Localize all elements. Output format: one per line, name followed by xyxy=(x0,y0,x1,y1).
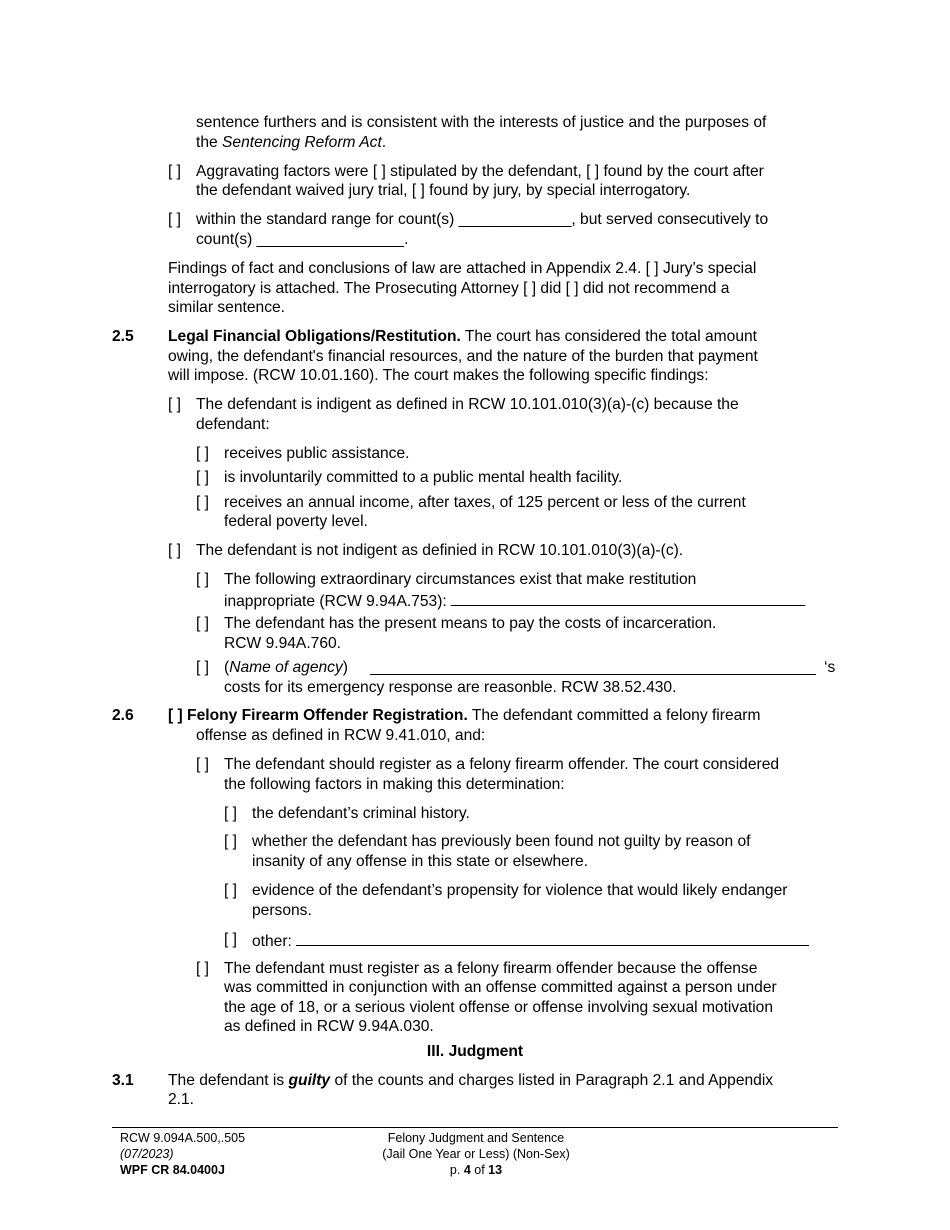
must-register-line-3: the age of 18, or a serious violent offense or offense involving sexual motivation xyxy=(224,999,774,1016)
must-register-line-2: was committed in conjunction with an offense committed against a person under xyxy=(224,979,777,996)
section-2-5-line-1: Legal Financial Obligations/Restitution. The court has considered the total amount xyxy=(168,328,758,345)
restitution-reason-field[interactable] xyxy=(451,590,805,606)
within-range-checkbox[interactable]: [ ] xyxy=(168,211,181,228)
aggravating-line-1: Aggravating factors were [ ] stipulated by the defendant, [ ] found by the court after xyxy=(196,163,764,180)
section-2-5-line-2: owing, the defendant's financial resources, and the nature of the burden that payment xyxy=(168,348,758,365)
footer-date: (07/2023) xyxy=(120,1147,174,1161)
findings-line-3: similar sentence. xyxy=(168,299,285,316)
findings-line-1: Findings of fact and conclusions of law are attached in Appendix 2.4. [ ] Jury’s special xyxy=(168,260,757,277)
footer-rcw: RCW 9.094A.500,.505 xyxy=(120,1131,246,1145)
not-indigent-checkbox[interactable]: [ ] xyxy=(168,542,181,559)
section-2-6-line-2: offense as defined in RCW 9.41.010, and: xyxy=(196,727,486,744)
aggravating-checkbox[interactable]: [ ] xyxy=(168,163,181,180)
intro-line-2: the Sentencing Reform Act. xyxy=(196,134,387,151)
indigent-line-1: The defendant is indigent as defined in RCW 10.101.010(3)(a)-(c) because the xyxy=(196,396,739,413)
must-register-checkbox[interactable]: [ ] xyxy=(196,960,209,977)
must-register-line-4: as defined in RCW 9.94A.030. xyxy=(224,1018,434,1035)
findings-line-2: interrogatory is attached. The Prosecuting Attorney [ ] did [ ] did not recommend a xyxy=(168,280,730,297)
mental-health-checkbox[interactable]: [ ] xyxy=(196,469,209,486)
extraordinary-line-2: inappropriate (RCW 9.94A.753): xyxy=(224,590,805,612)
should-register-line-2: the following factors in making this determination: xyxy=(224,776,565,793)
footer-divider xyxy=(112,1127,838,1128)
insanity-line-2: insanity of any offense in this state or elsewhere. xyxy=(252,853,589,870)
not-indigent-text: The defendant is not indigent as definied in RCW 10.101.010(3)(a)-(c). xyxy=(196,542,684,559)
aggravating-line-2: the defendant waived jury trial, [ ] found by jury, by special interrogatory. xyxy=(196,182,691,199)
within-range-line-2: count(s) _________________. xyxy=(196,231,409,248)
intro-line-1: sentence furthers and is consistent with the interests of justice and the purposes of xyxy=(196,114,767,131)
violence-line-1: evidence of the defendant’s propensity for violence that would likely endanger xyxy=(252,882,788,899)
criminal-history-text: the defendant’s criminal history. xyxy=(252,805,470,822)
must-register-line-1: The defendant must register as a felony firearm offender because the offense xyxy=(224,960,758,977)
agency-costs-checkbox[interactable]: [ ] xyxy=(196,659,209,676)
footer-title-1: Felony Judgment and Sentence xyxy=(387,1131,565,1145)
agency-costs-line-2: costs for its emergency response are reasonble. RCW 38.52.430. xyxy=(224,679,677,696)
footer-page: p. 4 of 13 xyxy=(449,1163,503,1177)
present-means-line-2: RCW 9.94A.760. xyxy=(224,635,342,652)
present-means-line-1: The defendant has the present means to pay the costs of incarceration. xyxy=(224,615,717,632)
judgment-line-1: The defendant is guilty of the counts and charges listed in Paragraph 2.1 and Appendix xyxy=(168,1072,774,1089)
extraordinary-checkbox[interactable]: [ ] xyxy=(196,571,209,588)
indigent-line-2: defendant: xyxy=(196,416,270,433)
present-means-checkbox[interactable]: [ ] xyxy=(196,615,209,632)
other-factor-checkbox[interactable]: [ ] xyxy=(224,931,237,948)
other-factor-field[interactable] xyxy=(296,930,809,946)
should-register-checkbox[interactable]: [ ] xyxy=(196,756,209,773)
found-by-jury-checkbox[interactable]: [ ] xyxy=(411,182,425,199)
footer-form-number: WPF CR 84.0400J xyxy=(120,1163,225,1177)
annual-income-line-2: federal poverty level. xyxy=(224,513,368,530)
section-2-6-line-1: [ ] Felony Firearm Offender Registration. The defendant committed a felony firearm xyxy=(168,707,761,724)
within-range-line-1: within the standard range for count(s) _____________, but served consecutively to xyxy=(196,211,769,228)
judgment-line-2: 2.1. xyxy=(168,1091,195,1108)
indigent-checkbox[interactable]: [ ] xyxy=(168,396,181,413)
section-2-5-title: Legal Financial Obligations/Restitution. xyxy=(168,328,461,345)
agency-possessive: ‘s xyxy=(824,659,836,676)
section-3-1-number: 3.1 xyxy=(112,1072,134,1089)
violence-line-2: persons. xyxy=(252,902,312,919)
should-register-line-1: The defendant should register as a felony firearm offender. The court considered xyxy=(224,756,780,773)
insanity-checkbox[interactable]: [ ] xyxy=(224,833,237,850)
insanity-line-1: whether the defendant has previously been found not guilty by reason of xyxy=(252,833,751,850)
criminal-history-checkbox[interactable]: [ ] xyxy=(224,805,237,822)
footer-title-2: (Jail One Year or Less) (Non-Sex) xyxy=(382,1147,570,1161)
public-assistance-text: receives public assistance. xyxy=(224,445,410,462)
mental-health-text: is involuntarily committed to a public mental health facility. xyxy=(224,469,623,486)
extraordinary-line-1: The following extraordinary circumstances exist that make restitution xyxy=(224,571,697,588)
agency-name-field[interactable] xyxy=(370,659,816,675)
stipulated-checkbox[interactable]: [ ] xyxy=(372,163,386,180)
found-by-court-checkbox[interactable]: [ ] xyxy=(586,163,600,180)
agency-costs-line-1: (Name of agency) xyxy=(224,659,348,676)
annual-income-checkbox[interactable]: [ ] xyxy=(196,494,209,511)
annual-income-line-1: receives an annual income, after taxes, of 125 percent or less of the current xyxy=(224,494,746,511)
violence-checkbox[interactable]: [ ] xyxy=(224,882,237,899)
section-2-6-title[interactable]: [ ] Felony Firearm Offender Registration. xyxy=(168,707,468,724)
other-factor-line: other: xyxy=(252,930,809,952)
section-2-5-number: 2.5 xyxy=(112,328,134,345)
section-2-6-number: 2.6 xyxy=(112,707,134,724)
judgment-heading: III. Judgment xyxy=(426,1043,524,1060)
public-assistance-checkbox[interactable]: [ ] xyxy=(196,445,209,462)
section-2-5-line-3: will impose. (RCW 10.01.160). The court makes the following specific findings: xyxy=(168,367,709,384)
